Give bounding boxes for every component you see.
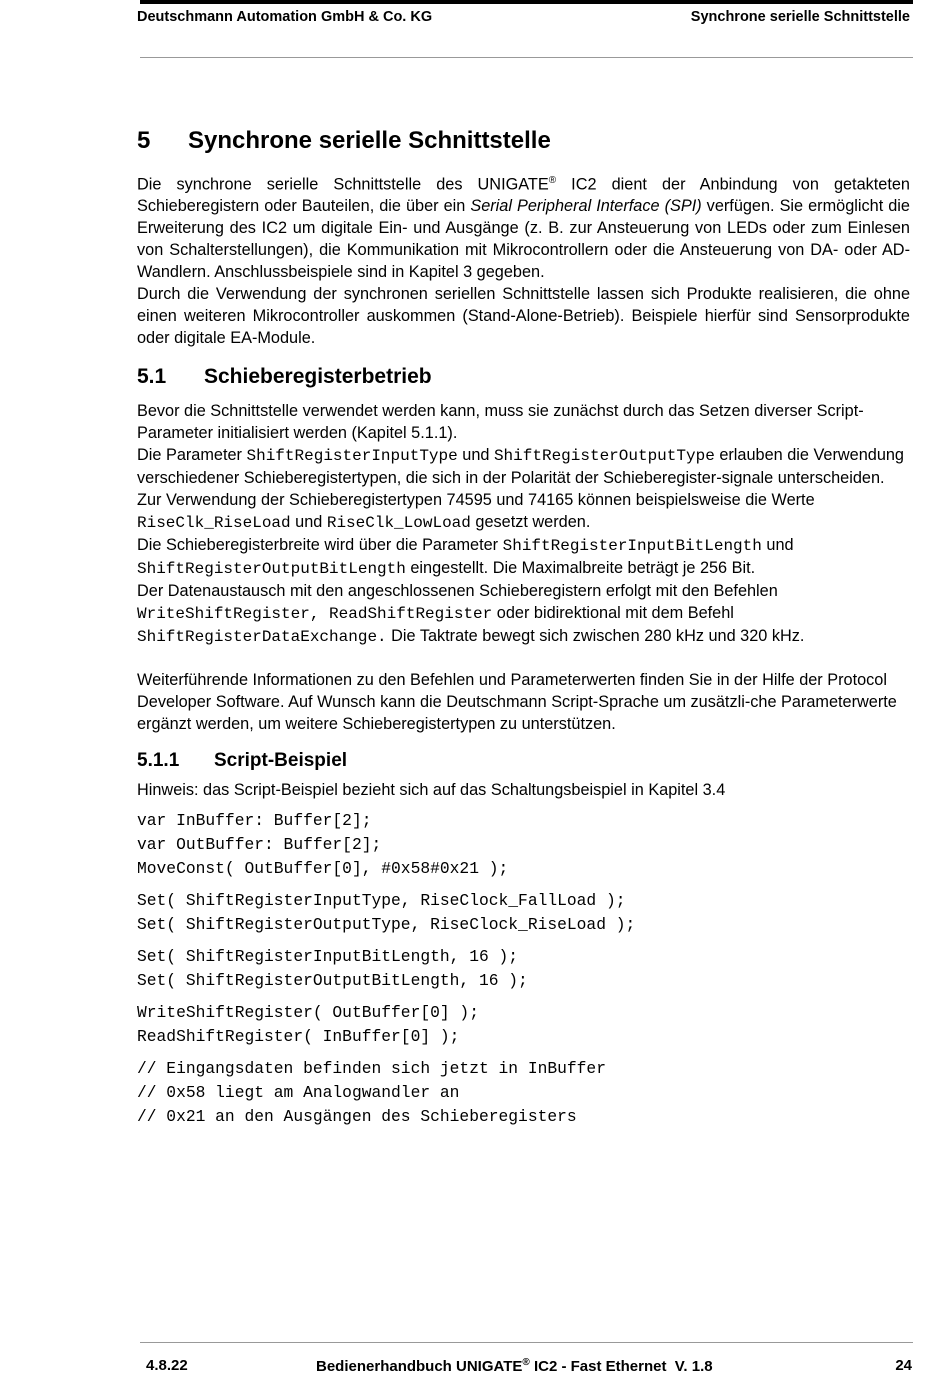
code-line: Set( ShiftRegisterInputType, RiseClock_FallLoad ); [137,891,626,911]
code-group [137,809,910,881]
code-group [137,1001,910,1049]
footer-rule [140,1342,913,1343]
section-5-1-paragraph-1: Bevor die Schnittstelle verwendet werden kann, muss sie zunächst durch das Setzen diverser Script-Parameter initialisiert werden (Kapitel 5.1.1). [137,402,864,443]
code-group [137,889,910,937]
chapter-number: 5 [137,127,151,154]
chapter-heading [137,125,910,157]
code-comment: // Eingangsdaten befinden sich jetzt in InBuffer [137,1059,606,1079]
code-line: Set( ShiftRegisterOutputBitLength, 16 ); [137,971,528,991]
header-top-rule [140,0,913,4]
code-line: var InBuffer: Buffer[2]; [137,811,372,831]
code-line: var OutBuffer: Buffer[2]; [137,835,382,855]
page-content [137,125,910,1137]
header-section-title: Synchrone serielle Schnittstelle [690,9,910,25]
footer-date: 4.8.22 [146,1357,188,1374]
spi-term: Serial Peripheral Interface (SPI) [470,197,702,216]
footer-manual-title: Bedienerhandbuch UNIGATE® IC2 - Fast Ethernet V. 1.8 [316,1357,713,1375]
section-5-1-1-heading: 5.1.1 Script-Beispiel [137,750,348,772]
paragraph-spacer [137,648,910,669]
chapter-title: Synchrone serielle Schnittstelle [188,127,551,154]
section-5-1-heading: 5.1 Schieberegisterbetrieb [137,365,432,389]
code-line: WriteShiftRegister( OutBuffer[0] ); [137,1003,479,1023]
code-group [137,945,910,993]
footer-page-number: 24 [895,1357,912,1374]
code-line: Set( ShiftRegisterOutputType, RiseClock_RiseLoad ); [137,915,636,935]
code-line: MoveConst( OutBuffer[0], #0x58#0x21 ); [137,859,509,879]
section-5-1-paragraph-2: Die Parameter ShiftRegisterInputType und ShiftRegisterOutputType erlauben die Verwendung verschiedener Schieberegistertypen, die sich in der Polarität der Schieberegister-signale unterscheiden. Zur Verwendung der Schieberegistertypen 74595 und 74165 können beispielsweise die Werte RiseClk_RiseLoad und RiseClk_LowLoad gesetzt werden. [137,446,904,533]
script-code-block [137,809,910,1129]
section-5-1-paragraph-5: Weiterführende Informationen zu den Befehlen und Parameterwerten finden Sie in der Hilfe der Protocol Developer Software. Auf Wunsch kann die Deutschmann Script-Sprache um zusätzli-che Parameterwerte ergänzt werden, um weitere Schieberegistertypen zu unterstützen. [137,671,897,734]
section-5-1-paragraph-3: Die Schieberegisterbreite wird über die Parameter ShiftRegisterInputBitLength und ShiftRegisterOutputBitLength eingestellt. Die Maximalbreite beträgt je 256 Bit. [137,536,794,579]
section-5-1-paragraph-4: Der Datenaustausch mit den angeschlossenen Schieberegistern erfolgt mit den Befehlen WriteShiftRegister, ReadShiftRegister oder bidirektional mit dem Befehl ShiftRegisterDataExchange. Die Taktrate bewegt sich zwischen 280 kHz und 320 kHz. [137,582,805,647]
header-rule [140,57,913,58]
code-comment: // 0x21 an den Ausgängen des Schieberegisters [137,1107,577,1127]
code-comment: // 0x58 liegt am Analogwandler an [137,1083,460,1103]
header-company: Deutschmann Automation GmbH & Co. KG [137,9,433,25]
intro-paragraph-1: Die synchrone serielle Schnittstelle des UNIGATE® IC2 dient der Anbindung von getakteten Schieberegistern oder Bauteilen, die über ein Serial Peripheral Interface (SPI) verfügen. Sie ermöglicht die Erweiterung des IC2 um digitale Ein- und Ausgänge (z. B. zur Ansteuerung von LEDs oder zum Einlesen von Schalterstellungen), die Kommunikation mit Mikrocontrollern oder die Ansteuerung von DA- oder AD-Wandlern. Anschlussbeispiele sind in Kapitel 3 gegeben. [137,175,910,282]
code-line: ReadShiftRegister( InBuffer[0] ); [137,1027,460,1047]
intro-paragraph-2: Durch die Verwendung der synchronen seriellen Schnittstelle lassen sich Produkte realisieren, die ohne einen weiteren Mikrocontroller auskommen (Stand-Alone-Betrieb). Beispiele hierfür sind Sensorprodukte oder digitale EA-Module. [137,285,910,348]
code-line: Set( ShiftRegisterInputBitLength, 16 ); [137,947,519,967]
code-group [137,1057,910,1129]
script-note: Hinweis: das Script-Beispiel bezieht sich auf das Schaltungsbeispiel in Kapitel 3.4 [137,781,726,800]
